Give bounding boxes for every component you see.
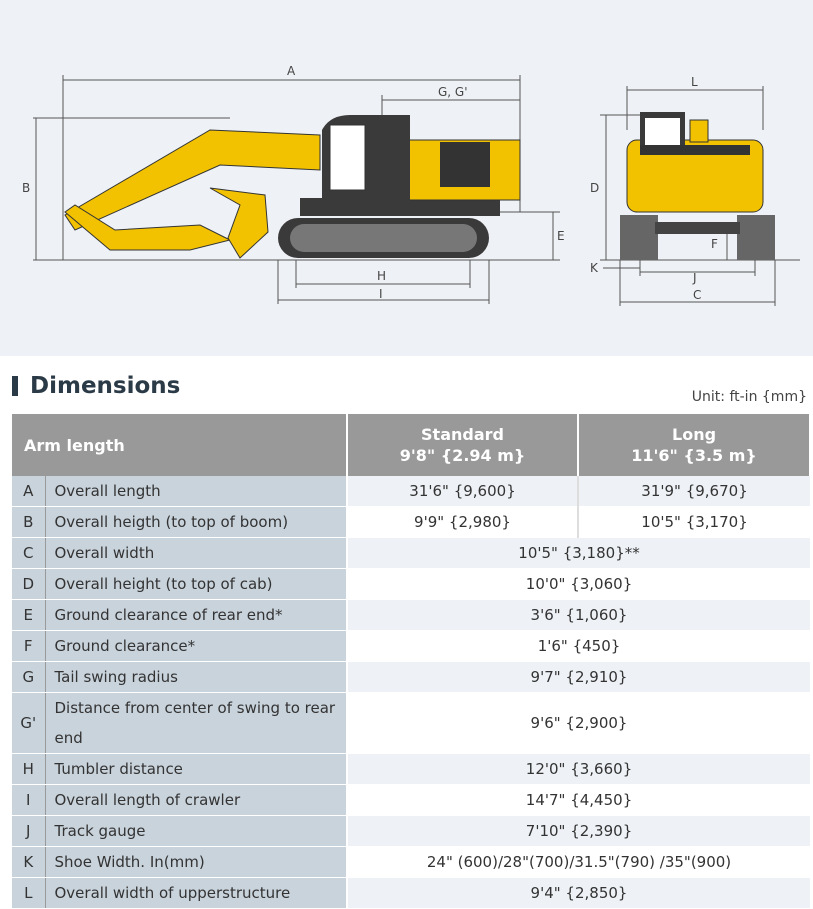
label-k: K (590, 261, 598, 275)
label-g: G, G' (438, 85, 468, 99)
excavator-rear-view (620, 112, 775, 260)
title-bar-icon (12, 376, 18, 396)
label-d: D (590, 181, 600, 195)
label-i: I (379, 287, 383, 301)
header-arm-length: Arm length (12, 414, 347, 476)
row-label: Overall length of crawler (45, 785, 347, 816)
row-key: G (12, 662, 45, 693)
row-label: Tumbler distance (45, 754, 347, 785)
row-label: Ground clearance of rear end* (45, 600, 347, 631)
row-value-standard: 9'9" {2,980} (347, 507, 578, 538)
table-row (12, 693, 810, 754)
label-f: F (711, 237, 718, 251)
row-value: 9'6" {2,900} (347, 693, 810, 754)
excavator-side-view (65, 115, 520, 258)
header-standard-name: Standard (421, 425, 504, 444)
table-row (12, 569, 810, 600)
row-value-long: 31'9" {9,670} (578, 476, 810, 507)
header-standard-length: 9'8" {2.94 m} (399, 446, 526, 465)
row-value: 9'7" {2,910} (347, 662, 810, 693)
row-label: Ground clearance* (45, 631, 347, 662)
row-label: Tail swing radius (45, 662, 347, 693)
header-long-name: Long (672, 425, 717, 444)
label-j: J (693, 271, 697, 285)
table-header (12, 414, 810, 476)
row-label: Overall width (45, 538, 347, 569)
table-row (12, 816, 810, 847)
table-row (12, 785, 810, 816)
table-row (12, 476, 810, 507)
row-key: K (12, 847, 45, 878)
row-label: Overall width of upperstructure (45, 878, 347, 909)
table-row (12, 847, 810, 878)
header-long-length: 11'6" {3.5 m} (631, 446, 757, 465)
row-value: 9'4" {2,850} (347, 878, 810, 909)
label-c: C (693, 288, 702, 302)
row-key: E (12, 600, 45, 631)
row-value: 14'7" {4,450} (347, 785, 810, 816)
header-long (578, 414, 810, 476)
table-row (12, 878, 810, 909)
excavator-dimension-diagram (0, 0, 813, 356)
table-row (12, 538, 810, 569)
row-key: I (12, 785, 45, 816)
table-row (12, 507, 810, 538)
label-b: B (22, 181, 31, 195)
row-value: 1'6" {450} (347, 631, 810, 662)
row-label: Distance from center of swing to rear end (45, 693, 347, 754)
table-row (12, 600, 810, 631)
dimensions-table (12, 414, 811, 909)
row-label: Shoe Width. In(mm) (45, 847, 347, 878)
label-e: E (557, 229, 565, 243)
row-label: Overall heigth (to top of boom) (45, 507, 347, 538)
row-key: J (12, 816, 45, 847)
label-h: H (377, 269, 387, 283)
row-key: A (12, 476, 45, 507)
row-key: L (12, 878, 45, 909)
row-key: C (12, 538, 45, 569)
row-key: D (12, 569, 45, 600)
row-label: Track gauge (45, 816, 347, 847)
row-value: 10'0" {3,060} (347, 569, 810, 600)
row-label: Overall height (to top of cab) (45, 569, 347, 600)
table-row (12, 754, 810, 785)
unit-note: Unit: ft-in {mm} (691, 389, 807, 405)
row-key: F (12, 631, 45, 662)
row-value-standard: 31'6" {9,600} (347, 476, 578, 507)
header-standard (347, 414, 578, 476)
row-value: 12'0" {3,660} (347, 754, 810, 785)
row-key: B (12, 507, 45, 538)
label-l: L (691, 75, 698, 89)
section-title-text: Dimensions (30, 373, 181, 399)
row-key: G' (12, 693, 45, 754)
row-value: 10'5" {3,180}** (347, 538, 810, 569)
section-title (12, 373, 180, 399)
row-value-long: 10'5" {3,170} (578, 507, 810, 538)
label-a: A (287, 64, 296, 78)
row-label: Overall length (45, 476, 347, 507)
row-key: H (12, 754, 45, 785)
row-value: 7'10" {2,390} (347, 816, 810, 847)
table-row (12, 662, 810, 693)
row-value: 24" (600)/28"(700)/31.5"(790) /35"(900) (347, 847, 810, 878)
row-value: 3'6" {1,060} (347, 600, 810, 631)
table-row (12, 631, 810, 662)
